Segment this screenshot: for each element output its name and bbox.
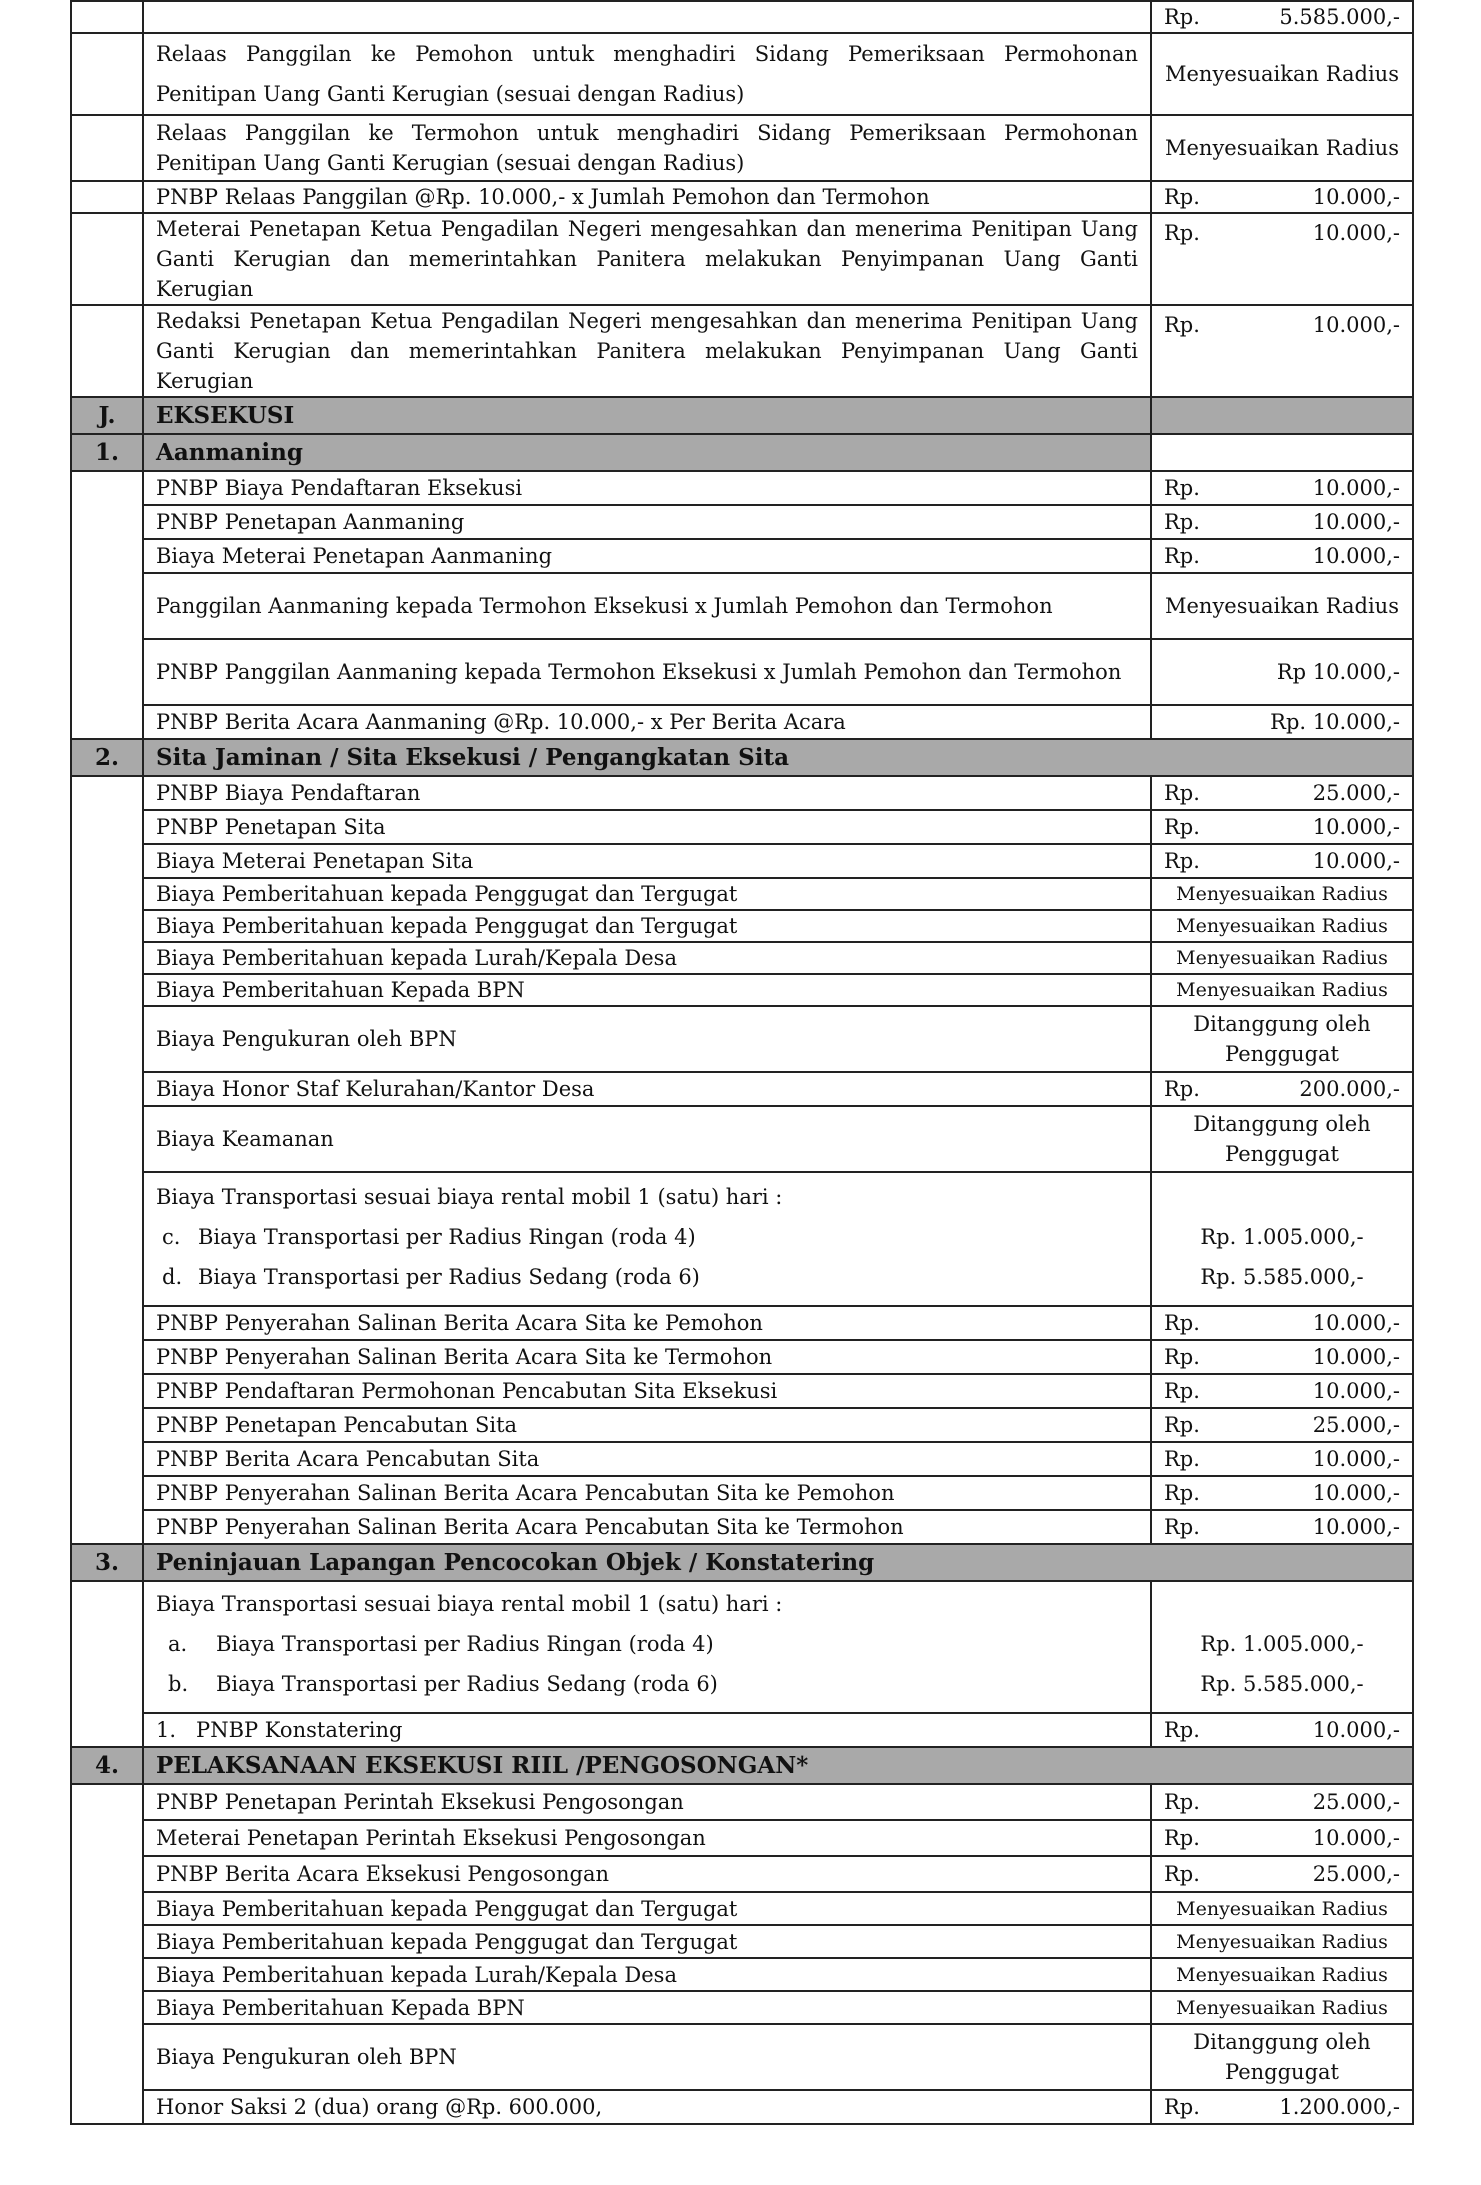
- table-row: [71, 878, 1413, 910]
- amount-cell: [1151, 1, 1413, 33]
- desc-cell: PNBP Penetapan Pencabutan Sita: [143, 1408, 1151, 1442]
- currency-label: Rp.: [1164, 1077, 1200, 1101]
- table-row: [71, 942, 1413, 974]
- amount-cell: [1151, 844, 1413, 878]
- amount-value: Rp. 1.005.000,-: [1200, 1632, 1364, 1656]
- desc-cell: Relaas Panggilan ke Termohon untuk menghadiri Sidang Pemeriksaan Permohonan Penitipan Uang Ganti Kerugian (sesuai dengan Radius): [143, 115, 1151, 181]
- amount-cell: [1151, 2090, 1413, 2124]
- num-cell: [71, 33, 143, 115]
- desc-cell: Biaya Pemberitahuan kepada Penggugat dan Tergugat: [143, 878, 1151, 910]
- num-cell: [71, 1, 143, 33]
- amount-cell: [1151, 1340, 1413, 1374]
- desc-cell: Biaya Pemberitahuan Kepada BPN: [143, 974, 1151, 1006]
- transport-row: [71, 1581, 1413, 1713]
- amount-cell: [1151, 181, 1413, 213]
- amount-cell: [1151, 1510, 1413, 1544]
- desc-cell: Redaksi Penetapan Ketua Pengadilan Negeri mengesahkan dan menerima Penitipan Uang Ganti Kerugian dan memerintahkan Panitera melakukan Penyimpanan Uang Ganti Kerugian: [143, 305, 1151, 397]
- currency-label: Rp.: [1164, 221, 1200, 245]
- section-number: 2.: [71, 739, 143, 776]
- table-row: [71, 1856, 1413, 1892]
- amount-cell: [1151, 1713, 1413, 1747]
- amount-value: 10.000,-: [1312, 1481, 1400, 1505]
- table-row: [71, 776, 1413, 810]
- section-title: Peninjauan Lapangan Pencocokan Objek / Konstatering: [143, 1544, 1413, 1581]
- list-item: [156, 1217, 1138, 1257]
- desc-cell: Panggilan Aanmaning kepada Termohon Eksekusi x Jumlah Pemohon dan Termohon: [143, 573, 1151, 639]
- amount-cell: [1151, 1784, 1413, 1820]
- table-row: [71, 33, 1413, 115]
- desc-cell: [143, 1581, 1151, 1713]
- currency-label: Rp.: [1164, 2095, 1200, 2119]
- fee-schedule-table: [70, 0, 1414, 2125]
- amount-cell: Menyesuaikan Radius: [1151, 573, 1413, 639]
- amount-value: 10.000,-: [1312, 1826, 1400, 1850]
- desc-cell: Biaya Pemberitahuan kepada Penggugat dan Tergugat: [143, 910, 1151, 942]
- amount-value: Rp. 1.005.000,-: [1200, 1225, 1364, 1249]
- table-row: [71, 1006, 1413, 1072]
- amount-cell: [1151, 539, 1413, 573]
- amount-value: 10.000,-: [1312, 476, 1400, 500]
- currency-label: Rp.: [1164, 313, 1200, 337]
- amount-cell: Menyesuaikan Radius: [1151, 1958, 1413, 1991]
- num-cell: [71, 213, 143, 305]
- desc-cell: PNBP Biaya Pendaftaran Eksekusi: [143, 471, 1151, 505]
- currency-label: Rp.: [1164, 1481, 1200, 1505]
- table-row: [71, 1991, 1413, 2024]
- table-row: [71, 1106, 1413, 1172]
- desc-cell: PNBP Penyerahan Salinan Berita Acara Pencabutan Sita ke Termohon: [143, 1510, 1151, 1544]
- amount-cell: Ditanggung oleh Penggugat: [1151, 1006, 1413, 1072]
- amount-value: 10.000,-: [1312, 1311, 1400, 1335]
- table-row: [71, 1340, 1413, 1374]
- amount-cell: Menyesuaikan Radius: [1151, 974, 1413, 1006]
- amount-cell: [1151, 776, 1413, 810]
- desc-cell: PNBP Penetapan Perintah Eksekusi Pengosongan: [143, 1784, 1151, 1820]
- amount-value: 25.000,-: [1312, 1413, 1400, 1437]
- desc-cell: Honor Saksi 2 (dua) orang @Rp. 600.000,: [143, 2090, 1151, 2124]
- currency-label: Rp.: [1164, 1379, 1200, 1403]
- desc-cell: Biaya Pemberitahuan kepada Lurah/Kepala Desa: [143, 1958, 1151, 1991]
- num-cell: [71, 115, 143, 181]
- section-title: PELAKSANAAN EKSEKUSI RIIL /PENGOSONGAN*: [143, 1747, 1413, 1784]
- section-title: Aanmaning: [143, 434, 1151, 471]
- amount-value: 200.000,-: [1299, 1077, 1400, 1101]
- table-row: [71, 1374, 1413, 1408]
- section-header-4: [71, 1747, 1413, 1784]
- currency-label: Rp.: [1164, 476, 1200, 500]
- section-header-2: [71, 739, 1413, 776]
- desc-cell: [143, 1, 1151, 33]
- table-row: [71, 1958, 1413, 1991]
- desc-cell: Biaya Pemberitahuan kepada Penggugat dan Tergugat: [143, 1892, 1151, 1925]
- section-header-j: [71, 397, 1413, 434]
- desc-cell: Biaya Meterai Penetapan Aanmaning: [143, 539, 1151, 573]
- desc-cell: PNBP Berita Acara Aanmaning @Rp. 10.000,- x Per Berita Acara: [143, 705, 1151, 739]
- currency-label: Rp.: [1164, 1345, 1200, 1369]
- table-row: [71, 1925, 1413, 1958]
- table-row: [71, 810, 1413, 844]
- desc-cell: Biaya Pemberitahuan kepada Lurah/Kepala Desa: [143, 942, 1151, 974]
- amount-cell: Menyesuaikan Radius: [1151, 1991, 1413, 2024]
- desc-cell: Biaya Keamanan: [143, 1106, 1151, 1172]
- section-header-3: [71, 1544, 1413, 1581]
- amount-cell: Menyesuaikan Radius: [1151, 33, 1413, 115]
- table-row: [71, 705, 1413, 739]
- section-title: Sita Jaminan / Sita Eksekusi / Pengangkatan Sita: [143, 739, 1413, 776]
- section-number: 3.: [71, 1544, 143, 1581]
- table-row: [71, 2024, 1413, 2090]
- amount-cell: [1151, 810, 1413, 844]
- amount-cell: [1151, 1374, 1413, 1408]
- amount-value: 10.000,-: [1312, 1447, 1400, 1471]
- section-blank-cell: [1151, 434, 1413, 471]
- table-row: [71, 1072, 1413, 1106]
- table-row: [71, 1820, 1413, 1856]
- section-header-1: [71, 434, 1413, 471]
- currency-label: Rp.: [1164, 849, 1200, 873]
- amount-cell: Menyesuaikan Radius: [1151, 1892, 1413, 1925]
- amount-value: 10.000,-: [1312, 221, 1400, 245]
- currency-label: Rp.: [1164, 544, 1200, 568]
- table-row: [71, 1713, 1413, 1747]
- list-marker: b.: [168, 1672, 189, 1696]
- amount-cell: [1151, 1072, 1413, 1106]
- desc-cell: [143, 1172, 1151, 1306]
- amount-cell: [1151, 305, 1413, 397]
- desc-cell: Biaya Pengukuran oleh BPN: [143, 1006, 1151, 1072]
- table-row: [71, 2090, 1413, 2124]
- num-cell: [71, 181, 143, 213]
- currency-label: Rp.: [1164, 1862, 1200, 1886]
- table-row: [71, 1, 1413, 33]
- list-marker: d.: [162, 1265, 183, 1289]
- table-row: [71, 1510, 1413, 1544]
- amount-cell: [1151, 1408, 1413, 1442]
- amount-value: 10.000,-: [1312, 1515, 1400, 1539]
- desc-cell: Meterai Penetapan Ketua Pengadilan Negeri mengesahkan dan menerima Penitipan Uang Ganti Kerugian dan memerintahkan Panitera melakukan Penyimpanan Uang Ganti Kerugian: [143, 213, 1151, 305]
- amount-cell: [1151, 1442, 1413, 1476]
- table-row: [71, 1442, 1413, 1476]
- currency-label: Rp.: [1164, 1515, 1200, 1539]
- desc-cell: PNBP Pendaftaran Permohonan Pencabutan Sita Eksekusi: [143, 1374, 1151, 1408]
- currency-label: Rp.: [1164, 510, 1200, 534]
- table-row: [71, 471, 1413, 505]
- desc-cell: PNBP Biaya Pendaftaran: [143, 776, 1151, 810]
- amount-value: Rp. 5.585.000,-: [1200, 1672, 1364, 1696]
- table-row: [71, 1306, 1413, 1340]
- currency-label: Rp.: [1164, 1718, 1200, 1742]
- amount-value: 10.000,-: [1312, 313, 1400, 337]
- currency-label: Rp.: [1164, 1311, 1200, 1335]
- table-row: [71, 115, 1413, 181]
- table-row: [71, 539, 1413, 573]
- list-text: Biaya Transportasi per Radius Sedang (roda 6): [198, 1265, 700, 1289]
- currency-label: Rp.: [1164, 1413, 1200, 1437]
- list-marker: c.: [162, 1225, 181, 1249]
- desc-cell: PNBP Relaas Panggilan @Rp. 10.000,- x Jumlah Pemohon dan Termohon: [143, 181, 1151, 213]
- desc-cell: PNBP Penyerahan Salinan Berita Acara Pencabutan Sita ke Pemohon: [143, 1476, 1151, 1510]
- table-row: [71, 910, 1413, 942]
- list-item: [156, 1664, 1138, 1704]
- desc-cell: PNBP Penetapan Sita: [143, 810, 1151, 844]
- section-number: 1.: [71, 434, 143, 471]
- desc-cell: PNBP Penetapan Aanmaning: [143, 505, 1151, 539]
- section-blank-cell: [1151, 397, 1413, 434]
- amount-cell: [1151, 471, 1413, 505]
- currency-label: Rp.: [1164, 5, 1200, 29]
- amount-value: 10.000,-: [1312, 544, 1400, 568]
- desc-cell: 1. PNBP Konstatering: [143, 1713, 1151, 1747]
- list-text: Biaya Transportasi per Radius Ringan (roda 4): [216, 1632, 714, 1656]
- desc-cell: PNBP Panggilan Aanmaning kepada Termohon Eksekusi x Jumlah Pemohon dan Termohon: [143, 639, 1151, 705]
- section-title: EKSEKUSI: [143, 397, 1151, 434]
- list-item: [156, 1257, 1138, 1297]
- amount-value: 5.585.000,-: [1279, 5, 1400, 29]
- amount-cell: Menyesuaikan Radius: [1151, 910, 1413, 942]
- amount-cell: [1151, 505, 1413, 539]
- desc-cell: Biaya Pemberitahuan Kepada BPN: [143, 1991, 1151, 2024]
- currency-label: Rp.: [1164, 1447, 1200, 1471]
- currency-label: Rp.: [1164, 781, 1200, 805]
- amount-cell: Menyesuaikan Radius: [1151, 1925, 1413, 1958]
- amount-value: 10.000,-: [1312, 815, 1400, 839]
- table-row: [71, 639, 1413, 705]
- amount-value: 10.000,-: [1312, 1718, 1400, 1742]
- table-row: [71, 974, 1413, 1006]
- amount-cell: Rp 10.000,-: [1151, 639, 1413, 705]
- amount-cell: [1151, 1476, 1413, 1510]
- section-number: J.: [71, 397, 143, 434]
- num-cell: [71, 471, 143, 739]
- transport-intro: Biaya Transportasi sesuai biaya rental mobil 1 (satu) hari :: [156, 1185, 783, 1209]
- desc-cell: PNBP Berita Acara Eksekusi Pengosongan: [143, 1856, 1151, 1892]
- amount-cell: Menyesuaikan Radius: [1151, 115, 1413, 181]
- amount-value: 10.000,-: [1312, 849, 1400, 873]
- table-row: [71, 844, 1413, 878]
- amount-cell: Menyesuaikan Radius: [1151, 942, 1413, 974]
- desc-cell: PNBP Penyerahan Salinan Berita Acara Sita ke Termohon: [143, 1340, 1151, 1374]
- num-cell: [71, 776, 143, 1544]
- transport-row: [71, 1172, 1413, 1306]
- table-row: [71, 1892, 1413, 1925]
- table-row: [71, 1784, 1413, 1820]
- amount-value: 25.000,-: [1312, 1862, 1400, 1886]
- transport-intro: Biaya Transportasi sesuai biaya rental mobil 1 (satu) hari :: [156, 1592, 783, 1616]
- list-marker: a.: [168, 1632, 188, 1656]
- desc-cell: Biaya Meterai Penetapan Sita: [143, 844, 1151, 878]
- list-item: [156, 1624, 1138, 1664]
- desc-cell: Relaas Panggilan ke Pemohon untuk menghadiri Sidang Pemeriksaan Permohonan Penitipan Uang Ganti Kerugian (sesuai dengan Radius): [143, 33, 1151, 115]
- amount-cell: [1151, 1581, 1413, 1713]
- amount-cell: [1151, 1172, 1413, 1306]
- desc-cell: PNBP Penyerahan Salinan Berita Acara Sita ke Pemohon: [143, 1306, 1151, 1340]
- amount-cell: [1151, 1856, 1413, 1892]
- amount-cell: [1151, 1820, 1413, 1856]
- table-row: [71, 213, 1413, 305]
- num-cell: [71, 1581, 143, 1747]
- currency-label: Rp.: [1164, 815, 1200, 839]
- amount-value: 25.000,-: [1312, 781, 1400, 805]
- desc-cell: Meterai Penetapan Perintah Eksekusi Pengosongan: [143, 1820, 1151, 1856]
- table-row: [71, 181, 1413, 213]
- desc-cell: PNBP Berita Acara Pencabutan Sita: [143, 1442, 1151, 1476]
- table-row: [71, 305, 1413, 397]
- num-cell: [71, 1784, 143, 2124]
- desc-cell: Biaya Honor Staf Kelurahan/Kantor Desa: [143, 1072, 1151, 1106]
- list-text: Biaya Transportasi per Radius Ringan (roda 4): [198, 1225, 696, 1249]
- desc-cell: Biaya Pemberitahuan kepada Penggugat dan Tergugat: [143, 1925, 1151, 1958]
- currency-label: Rp.: [1164, 1790, 1200, 1814]
- table-row: [71, 1408, 1413, 1442]
- currency-label: Rp.: [1164, 1826, 1200, 1850]
- amount-value: 25.000,-: [1312, 1790, 1400, 1814]
- amount-cell: [1151, 1306, 1413, 1340]
- amount-cell: [1151, 213, 1413, 305]
- amount-cell: Menyesuaikan Radius: [1151, 878, 1413, 910]
- table-row: [71, 505, 1413, 539]
- list-text: Biaya Transportasi per Radius Sedang (roda 6): [216, 1672, 718, 1696]
- amount-cell: Rp. 10.000,-: [1151, 705, 1413, 739]
- table-row: [71, 1476, 1413, 1510]
- currency-label: Rp.: [1164, 185, 1200, 209]
- amount-value: 10.000,-: [1312, 510, 1400, 534]
- amount-value: 10.000,-: [1312, 1379, 1400, 1403]
- amount-value: 10.000,-: [1312, 1345, 1400, 1369]
- desc-cell: Biaya Pengukuran oleh BPN: [143, 2024, 1151, 2090]
- amount-value: 1.200.000,-: [1279, 2095, 1400, 2119]
- table-row: [71, 573, 1413, 639]
- amount-cell: Ditanggung oleh Penggugat: [1151, 1106, 1413, 1172]
- amount-value: 10.000,-: [1312, 185, 1400, 209]
- num-cell: [71, 305, 143, 397]
- amount-value: Rp. 5.585.000,-: [1200, 1265, 1364, 1289]
- section-number: 4.: [71, 1747, 143, 1784]
- amount-cell: Ditanggung oleh Penggugat: [1151, 2024, 1413, 2090]
